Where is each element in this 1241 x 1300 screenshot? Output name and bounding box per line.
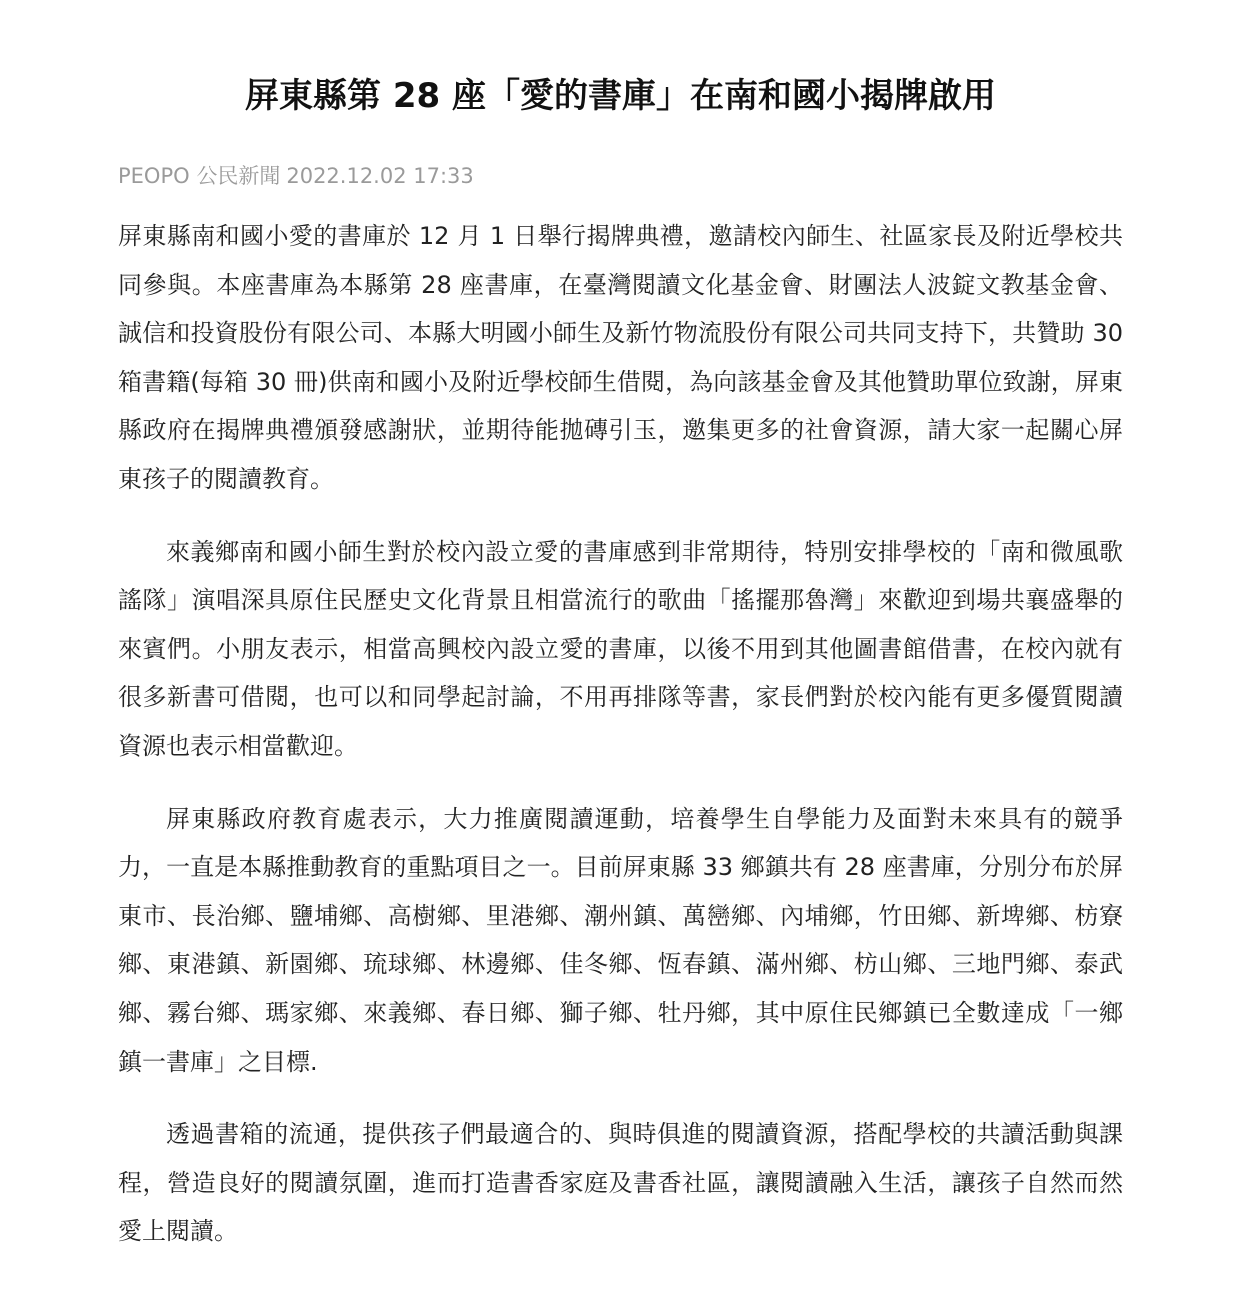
article-body xyxy=(118,212,1123,1256)
article-title: 屏東縣第 28 座「愛的書庫」在南和國小揭牌啟用 xyxy=(245,76,996,116)
article-paragraph: 屏東縣政府教育處表示，大力推廣閱讀運動，培養學生自學能力及面對未來具有的競爭力，一直是本縣推動教育的重點項目之一。目前屏東縣 33 鄉鎮共有 28 座書庫，分別分布於屏東市、長治鄉、鹽埔鄉、高樹鄉、里港鄉、潮州鎮、萬巒鄉、內埔鄉，竹田鄉、新埤鄉、枋寮鄉、東港鎮、新園鄉、琉球鄉、林邊鄉、佳冬鄉、恆春鎮、滿州鄉、枋山鄉、三地門鄉、泰武鄉、霧台鄉、瑪家鄉、來義鄉、春日鄉、獅子鄉、牡丹鄉，其中原住民鄉鎮已全數達成「一鄉鎮一書庫」之目標. xyxy=(118,804,1123,1076)
article-paragraph: 屏東縣南和國小愛的書庫於 12 月 1 日舉行揭牌典禮，邀請校內師生、社區家長及附近學校共同參與。本座書庫為本縣第 28 座書庫，在臺灣閱讀文化基金會、財團法人波錠文教基金會、誠信和投資股份有限公司、本縣大明國小師生及新竹物流股份有限公司共同支持下，共贊助 30 箱書籍(每箱 30 冊)供南和國小及附近學校師生借閱，為向該基金會及其他贊助單位致謝，屏東縣政府在揭牌典禮頒發感謝狀，並期待能拋磚引玉，邀集更多的社會資源，請大家一起關心屏東孩子的閱讀教育。 xyxy=(118,222,1123,493)
article-paragraph: 來義鄉南和國小師生對於校內設立愛的書庫感到非常期待，特別安排學校的「南和微風歌謠隊」演唱深具原住民歷史文化背景且相當流行的歌曲「搖擺那魯灣」來歡迎到場共襄盛舉的來賓們。小朋友表示，相當高興校內設立愛的書庫，以後不用到其他圖書館借書，在校內就有很多新書可借閱，也可以和同學起討論，不用再排隊等書，家長們對於校內能有更多優質閱讀資源也表示相當歡迎。 xyxy=(118,537,1123,760)
news-source: PEOPO 公民新聞 xyxy=(118,164,281,188)
article-meta xyxy=(118,156,1123,196)
publish-datetime: 2022.12.02 17:33 xyxy=(286,164,474,188)
article-paragraph: 透過書箱的流通，提供孩子們最適合的、與時俱進的閱讀資源，搭配學校的共讀活動與課程，營造良好的閱讀氛圍，進而打造書香家庭及書香社區，讓閱讀融入生活，讓孩子自然而然愛上閱讀。 xyxy=(118,1120,1123,1246)
